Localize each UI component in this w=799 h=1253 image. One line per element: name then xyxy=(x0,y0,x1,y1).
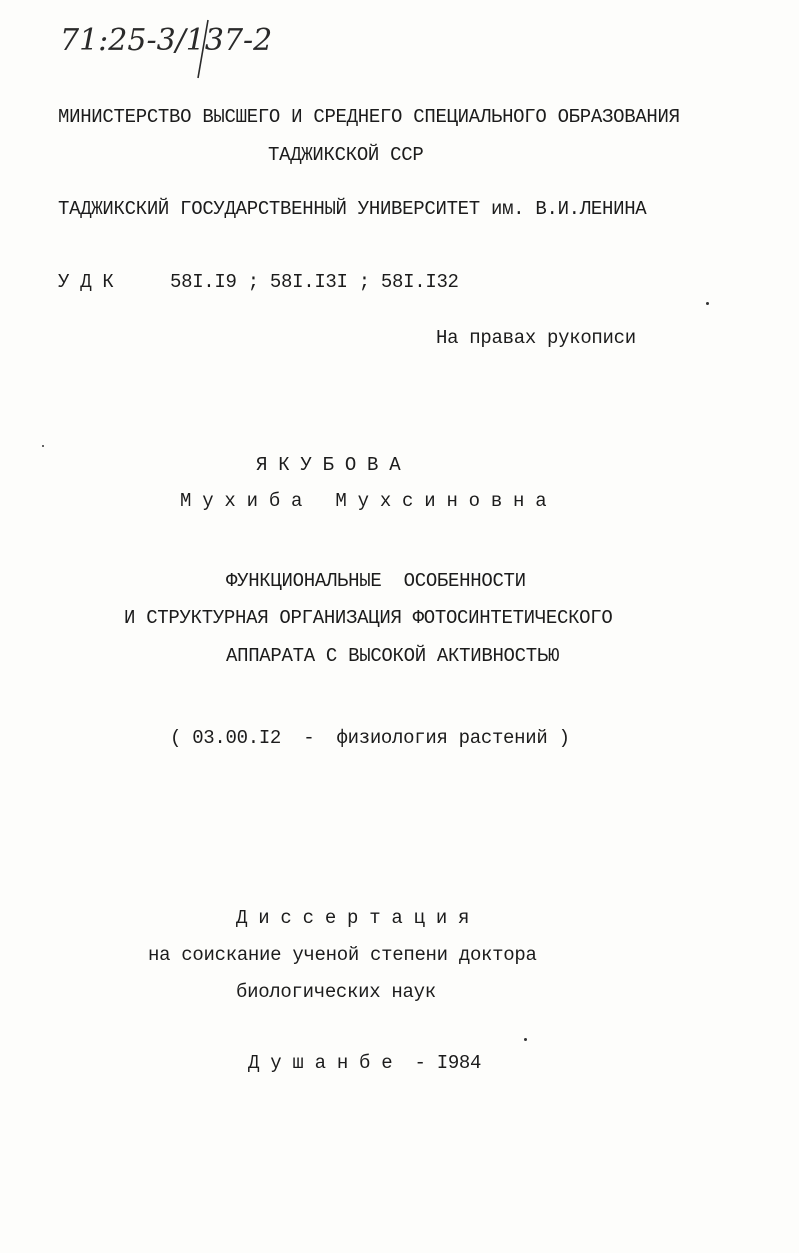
author-given-names: М у х и б а М у х с и н о в н а xyxy=(180,490,547,512)
title-line-3: АППАРАТА С ВЫСОКОЙ АКТИВНОСТЬЮ xyxy=(226,645,560,667)
paper-speck xyxy=(524,1038,527,1041)
author-surname: Я К У Б О В А xyxy=(256,454,401,476)
handwritten-call-number xyxy=(58,12,358,82)
degree-line-1: на соискание ученой степени доктора xyxy=(148,944,537,966)
degree-line-2: биологических наук xyxy=(236,981,436,1003)
ministry-line: МИНИСТЕРСТВО ВЫСШЕГО И СРЕДНЕГО СПЕЦИАЛЬНОГО ОБРАЗОВАНИЯ xyxy=(58,106,680,128)
document-type: Д и с с е р т а ц и я xyxy=(236,907,470,929)
specialty-code: ( 03.00.I2 - физиология растений ) xyxy=(170,727,570,749)
title-line-1: ФУНКЦИОНАЛЬНЫЕ ОСОБЕННОСТИ xyxy=(226,570,526,592)
udk-codes: 58I.I9 ; 58I.I3I ; 58I.I32 xyxy=(170,271,459,293)
handwritten-text: 71:25-3/137-2 xyxy=(60,23,273,58)
udk-label: У Д К xyxy=(58,271,114,293)
title-line-2: И СТРУКТУРНАЯ ОРГАНИЗАЦИЯ ФОТОСИНТЕТИЧЕСКОГО xyxy=(124,607,613,629)
manuscript-rights: На правах рукописи xyxy=(436,327,636,349)
republic-line: ТАДЖИКСКОЙ ССР xyxy=(268,144,424,166)
paper-speck xyxy=(42,445,44,447)
place-year: Д у ш а н б е - I984 xyxy=(248,1052,482,1074)
university-line: ТАДЖИКСКИЙ ГОСУДАРСТВЕННЫЙ УНИВЕРСИТЕТ им. В.И.ЛЕНИНА xyxy=(58,198,647,220)
paper-speck xyxy=(706,302,709,305)
